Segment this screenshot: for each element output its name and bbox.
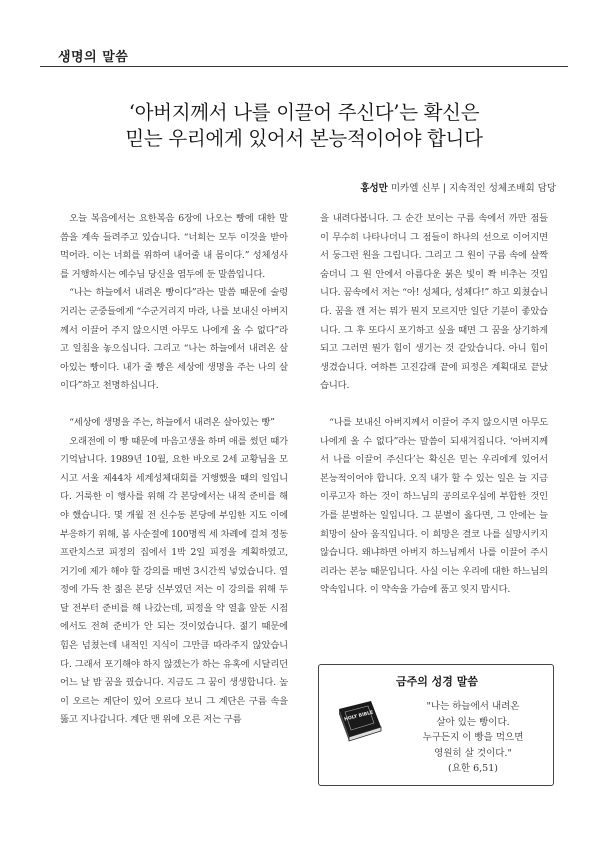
verse-line: 누구든지 이 빵을 먹으면 bbox=[422, 732, 524, 743]
author-role: 미카엘 신부 | 지속적인 성체조배회 담당 bbox=[387, 183, 556, 194]
section-label: 생명의 말씀 bbox=[58, 50, 129, 65]
paragraph-quote: “세상에 생명을 주는, 하늘에서 내려온 살아있는 빵” bbox=[69, 416, 275, 428]
header-rule bbox=[40, 66, 568, 67]
author-name: 홍성만 bbox=[360, 183, 388, 194]
paragraph: 을 내려다봅니다. 그 순간 보이는 구름 속에서 까만 점들이 무수히 나타나더니 그 점들이 하나의 선으로 이어지면서 둥그런 원을 그립니다. 그리고 그 원이 구름 속에 살짝 숨더니 그 원 안에서 아름다운 붉은 빛이 쫙 비추는 것입니다. 꿈속에서 저는 “아! 성체다, 성체다!” 하고 외쳤습니다. 꿈을 깬 저는 뭐가 뭔지 모르지만 일단 기분이 좋았습니다. 그 후 또다시 포기하고 싶을 때면 그 꿈을 상기하게 되고 그러면 뭔가 힘이 생기는 것 같았습니다. 아니 힘이 생겼습니다. 여하튼 고진감래 끝에 피정은 계획대로 끝났습니다. bbox=[320, 213, 548, 392]
article-title bbox=[40, 100, 568, 152]
verse-text bbox=[403, 699, 543, 777]
title-line-2: 믿는 우리에게 있어서 본능적이어야 합니다 bbox=[125, 127, 483, 150]
verse-line: 영원히 살 것이다." bbox=[434, 747, 512, 759]
verse-line: 살아 있는 빵이다. bbox=[436, 716, 510, 728]
bible-cover-text: HOLY BIBLE bbox=[343, 710, 374, 723]
paragraph: 오늘 복음에서는 요한복음 6장에 나오는 빵에 대한 말씀을 계속 들려주고 있습니다. “너희는 모두 이것을 받아먹어라. 이는 너희를 위하여 내어줄 내 몸이다.” 성체성사를 거행하시는 예수님 당신을 염두에 둔 말씀입니다. bbox=[60, 213, 288, 280]
paragraph: “나는 하늘에서 내려온 빵이다”라는 말씀 때문에 술렁거리는 군중들에게 “수군거리지 마라, 나를 보내신 아버지께서 이끌어 주지 않으시면 아무도 나에게 올 수 없다”라고 일침을 놓으십니다. 그리고 “나는 하늘에서 내려온 살아있는 빵이다. 내가 줄 빵은 세상에 생명을 주는 나의 살이다”하고 천명하십니다. bbox=[60, 287, 288, 392]
byline bbox=[360, 180, 556, 194]
paragraph: 오래전에 이 빵 때문에 마음고생을 하며 애를 썼던 때가 기억납니다. 1989년 10월, 요한 바오로 2세 교황님을 모시고 서울 제44차 세계성체대회를 거행했을 때의 일입니다. 거룩한 이 행사를 위해 각 본당에서는 내적 준비를 해야 했습니다. 몇 개월 전 신수동 본당에 부임한 지도 이에 부응하기 위해, 봄 사순절에 100명씩 세 차례에 걸쳐 정동 프란치스코 피정의 집에서 1박 2일 피정을 계획하였고, 거기에 제가 해야 할 강의를 매번 3시간씩 넣었습니다. 열정에 가득 찬 젊은 본당 신부였던 저는 이 강의를 위해 두 달 전부터 준비를 해 나갔는데, 피정을 약 열흘 앞둔 시점에서도 전혀 준비가 안 되는 것이었습니다. 젊기 때문에 힘은 넘쳤는데 내적인 지식이 그만큼 따라주지 않았습니다. 그래서 포기해야 하지 않겠는가 하는 유혹에 시달리던 어느 날 밤 꿈을 꿨습니다. 지금도 그 꿈이 생생합니다. 높이 오르는 계단이 있어 오르다 보니 그 계단은 구름 속을 뚫고 지나갑니다. 계단 맨 위에 오른 저는 구름 bbox=[60, 435, 288, 726]
verse-box-title: 금주의 성경 말씀 bbox=[395, 675, 479, 688]
paragraph: “나를 보내신 아버지께서 이끌어 주지 않으시면 아무도 나에게 올 수 없다”라는 말씀이 되새겨집니다. ‘아버지께서 나를 이끌어 주신다’는 확신은 믿는 우리에게 있어서 본능적이어야 합니다. 오직 내가 할 수 있는 일은 늘 지금 이루고자 하는 것이 하느님의 공의로우심에 부합한 것인가를 분별하는 일입니다. 그 분별이 옳다면, 그 안에는 늘 희망이 살아 움직입니다. 이 희망은 결코 나를 실망시키지 않습니다. 왜냐하면 아버지 하느님께서 나를 이끌어 주시리라는 본능 때문입니다. 사실 이는 우리에 대한 하느님의 약속입니다. 이 약속을 가슴에 품고 잊지 맙시다. bbox=[320, 416, 548, 596]
left-column bbox=[60, 210, 288, 730]
title-line-1: ‘아버지께서 나를 이끌어 주신다’는 확신은 bbox=[128, 101, 480, 124]
verse-reference: (요한 6,51) bbox=[448, 763, 498, 774]
weekly-verse-box bbox=[318, 664, 554, 786]
verse-line: "나는 하늘에서 내려온 bbox=[426, 701, 520, 712]
right-column bbox=[320, 210, 548, 600]
bible-book-icon bbox=[331, 687, 387, 743]
